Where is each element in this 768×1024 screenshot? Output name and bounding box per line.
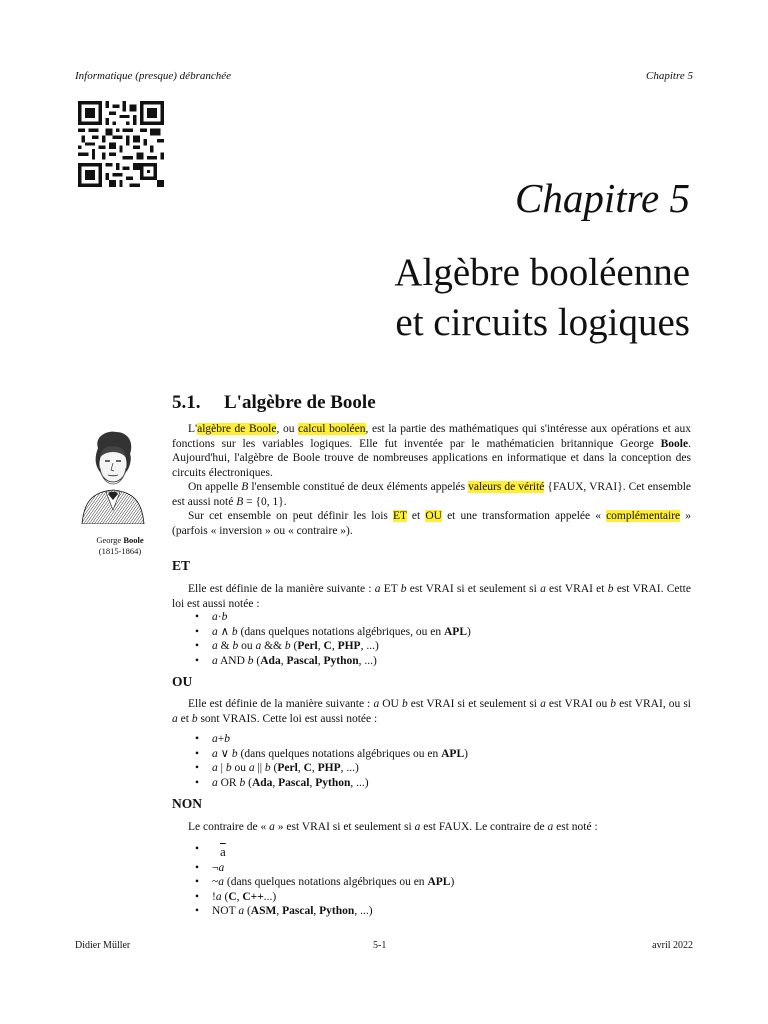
portrait-first-name: George: [96, 535, 122, 545]
chapter-title-line-1: Algèbre booléenne: [394, 251, 690, 294]
chapter-title: [394, 248, 690, 348]
running-header-right: Chapitre 5: [646, 70, 693, 82]
list-item: • a AND b (Ada, Pascal, Python, ...): [212, 654, 471, 669]
list-item: • !a (C, C++...): [212, 890, 454, 905]
section-number: 5.1.: [172, 392, 201, 413]
list-item: • a & b ou a && b (Perl, C, PHP, ...): [212, 639, 471, 654]
list-item: • a OR b (Ada, Pascal, Python, ...): [212, 776, 468, 791]
portrait-last-name: Boole: [123, 535, 144, 545]
non-notation-list: [212, 842, 454, 919]
list-item: • $\overline{a}$: [212, 842, 454, 861]
section-heading: [172, 392, 376, 414]
term-calcul-booleen: calcul booléen: [298, 423, 366, 435]
subheading-et: ET: [172, 558, 191, 573]
term-complementaire: complémentaire: [606, 510, 681, 522]
george-boole-portrait: [78, 428, 148, 524]
chapter-title-line-2: et circuits logiques: [395, 301, 690, 344]
list-item: • a | b ou a || b (Perl, C, PHP, ...): [212, 761, 468, 776]
list-item: • a ∨ b (dans quelques notations algébriques ou en APL): [212, 747, 468, 762]
footer-page-number: 5-1: [373, 940, 387, 951]
term-et: ET: [392, 510, 407, 522]
footer-date: avril 2022: [652, 940, 693, 951]
intro-paragraph-2: On appelle B l'ensemble constitué de deux éléments appelés valeurs de vérité {FAUX, VRAI}. Cet ensemble est aussi noté B = {0, 1}.: [172, 481, 692, 508]
list-item: • ¬a: [212, 861, 454, 876]
list-item: • a·b: [212, 610, 471, 625]
intro-paragraph-3: Sur cet ensemble on peut définir les lois ET et OU et une transformation appelée « complémentaire » (parfois « inversion » ou « contraire »).: [172, 510, 691, 537]
portrait-dates: (1815-1864): [98, 546, 142, 556]
running-header-left: Informatique (presque) débranchée: [75, 70, 231, 82]
chapter-number: Chapitre 5: [514, 175, 690, 221]
non-definition: Le contraire de « a » est VRAI si et seulement si a est FAUX. Le contraire de a est noté :: [188, 821, 598, 833]
ou-notation-list: [212, 732, 468, 790]
list-item: • ~a (dans quelques notations algébriques ou en APL): [212, 875, 454, 890]
section-title: L'algèbre de Boole: [224, 392, 376, 413]
subheading-non: NON: [172, 796, 202, 811]
list-item: • a ∧ b (dans quelques notations algébriques, ou en APL): [212, 625, 471, 640]
list-item: • NOT a (ASM, Pascal, Python, ...): [212, 904, 454, 919]
portrait-caption: [76, 535, 164, 557]
et-definition: Elle est définie de la manière suivante : a ET b est VRAI si et seulement si a est VRAI et b est VRAI. Cette loi est aussi notée :: [172, 583, 691, 610]
et-notation-list: [212, 610, 471, 668]
intro-paragraph-1: L'algèbre de Boole, ou calcul booléen, est la partie des mathématiques qui s'intéresse aux opérations et aux fonctions sur les variables logiques. Elle fut inventée par le mathématicien britannique George Boole. Aujourd'hui, l'algèbre de Boole trouve de nombreuses applications en informatique et dans la conception des circuits électroniques.: [172, 423, 692, 479]
ou-definition: Elle est définie de la manière suivante : a OU b est VRAI si et seulement si a est VRAI ou b est VRAI, ou si a et b sont VRAIS. Cette loi est aussi notée :: [172, 698, 691, 725]
subheading-ou: OU: [172, 674, 193, 689]
qr-code: [75, 101, 167, 187]
term-valeurs-de-verite: valeurs de vérité: [468, 481, 545, 493]
term-ou: OU: [425, 510, 442, 522]
intro-paragraphs: [172, 422, 691, 538]
list-item: • a+b: [212, 732, 468, 747]
term-algebre-de-boole: algèbre de Boole: [197, 423, 277, 435]
footer-author: Didier Müller: [75, 940, 131, 951]
